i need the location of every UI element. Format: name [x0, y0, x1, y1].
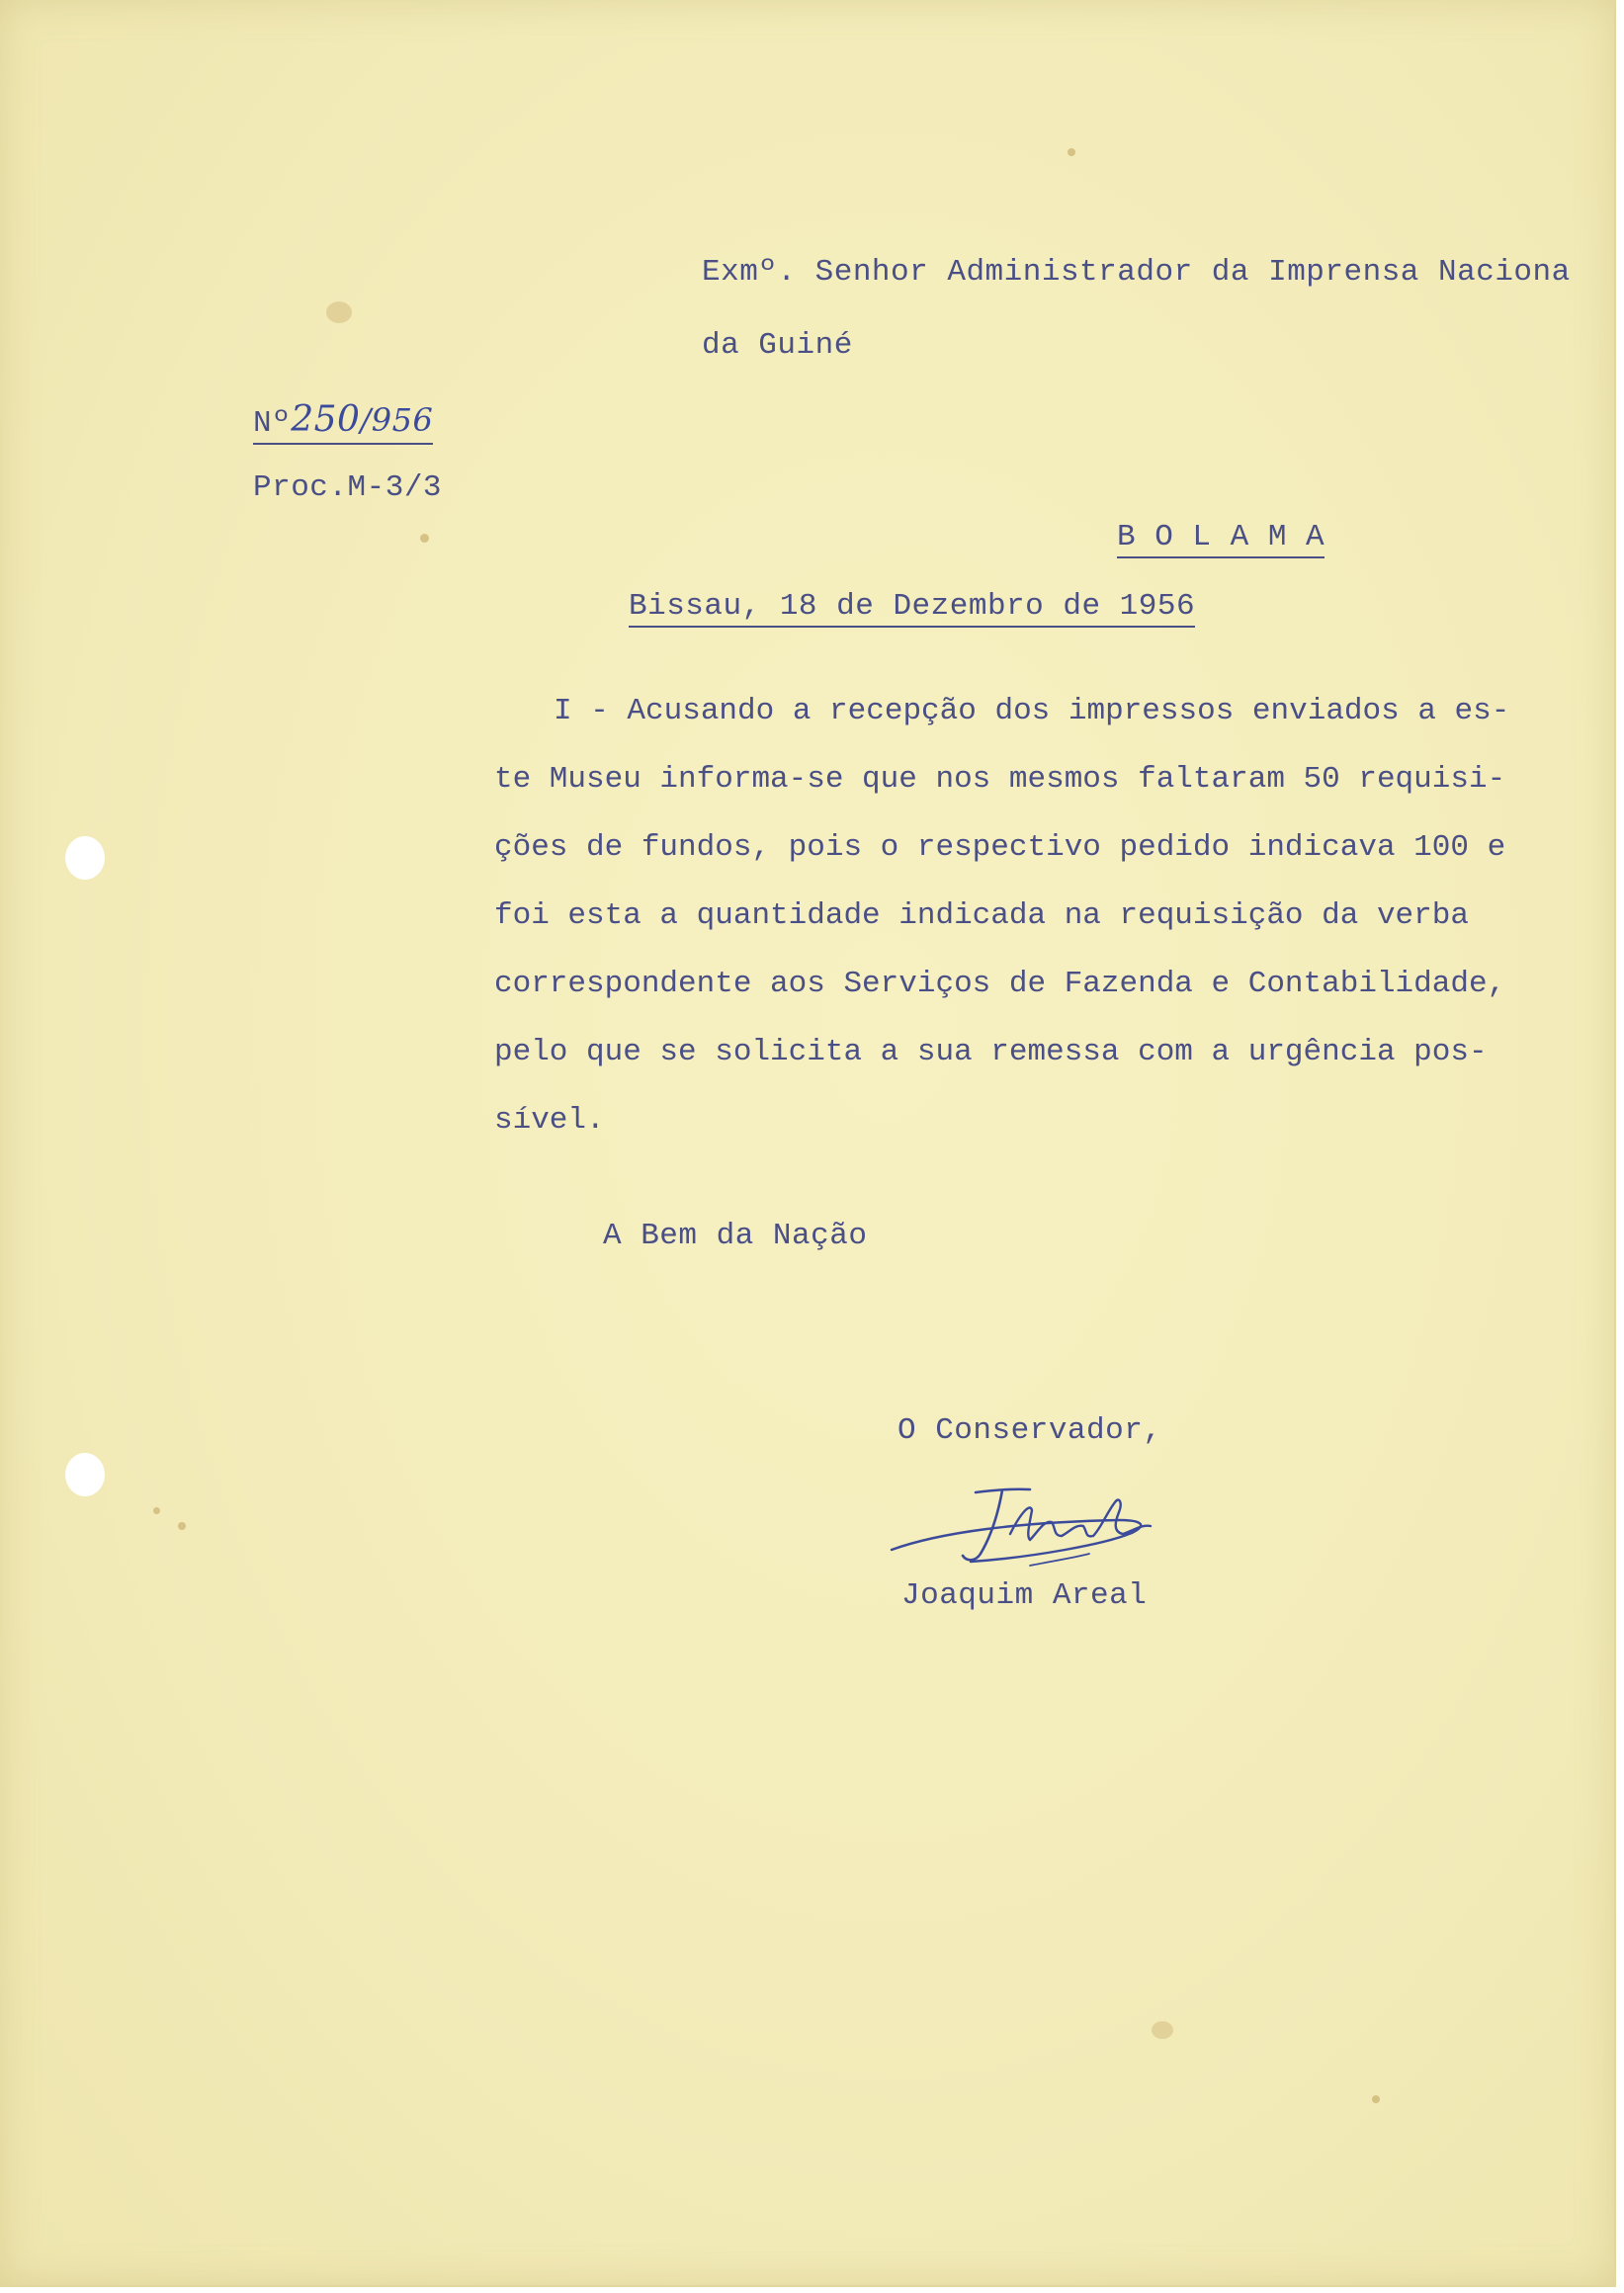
paper-stain: [153, 1507, 160, 1514]
letter-date-text: Bissau, 18 de Dezembro de 1956: [629, 589, 1195, 628]
punch-hole: [65, 836, 105, 880]
paper-stain: [1068, 148, 1075, 156]
reference-number-underline: [253, 399, 434, 445]
body-line: foi esta a quantidade indicada na requisição da verba: [494, 898, 1469, 933]
signatory-name: Joaquim Areal: [901, 1578, 1148, 1613]
reference-number: [253, 399, 433, 441]
process-reference: Proc.M-3/3: [253, 470, 443, 505]
signatory-title: O Conservador,: [897, 1413, 1162, 1448]
paper-stain: [1372, 2095, 1380, 2103]
destination-text: B O L A M A: [1117, 520, 1325, 558]
body-line: pelo que se solicita a sua remessa com a urgência pos-: [494, 1035, 1488, 1069]
body-line: I - Acusando a recepção dos impressos enviados a es-: [554, 694, 1510, 728]
body-line: correspondente aos Serviços de Fazenda e Contabilidade,: [494, 967, 1506, 1001]
body-line: te Museu informa-se que nos mesmos faltaram 50 requisi-: [494, 762, 1506, 797]
destination: [1117, 520, 1325, 554]
reference-handwritten-number: 250: [291, 399, 361, 440]
punch-hole: [65, 1453, 105, 1496]
paper-stain: [326, 301, 352, 323]
body-line: ções de fundos, pois o respectivo pedido indicava 100 e: [494, 830, 1506, 865]
letter-body: [494, 677, 1509, 1154]
recipient-line-2: da Guiné: [702, 328, 853, 363]
paper-stain: [1152, 2021, 1173, 2039]
paper-stain: [420, 534, 429, 543]
signature-stroke: [892, 1520, 1141, 1562]
paper-stain: [178, 1522, 186, 1530]
recipient-line-1: Exmº. Senhor Administrador da Imprensa Naciona: [702, 255, 1571, 290]
closing-salutation: A Bem da Nação: [603, 1219, 868, 1253]
body-line: sível.: [494, 1103, 605, 1138]
signature-stroke: [1030, 1554, 1089, 1566]
letter-date: [629, 589, 1195, 624]
reference-prefix: Nº: [253, 406, 292, 441]
handwritten-signature: [882, 1463, 1168, 1581]
reference-year: /956: [360, 401, 434, 439]
